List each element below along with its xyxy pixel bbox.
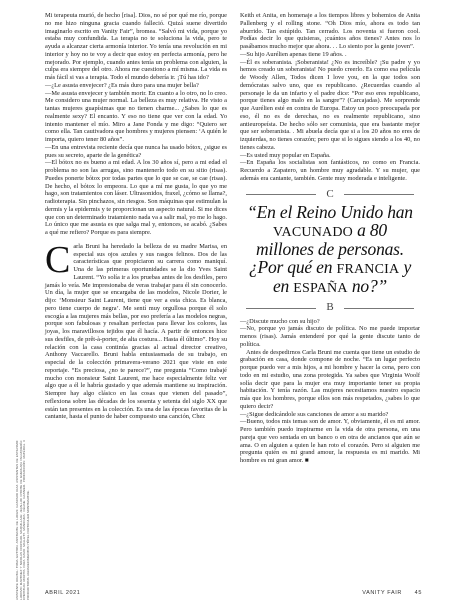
body-paragraph: Antes de despedirnos Carla Bruni me cuenta que tiene un estudio de grabación en casa, donde compone de noche. “Es un lugar perfecto porque puedo ver a mis hijos, a mi hombre y hacer la cena, pero con todo en mi estudio, una zona protegida. Ya sabes que Virginia Woolf solía decir que para la mujer era muy importante tener su propia habitación. Y tenía razón. Las mujeres necesitamos nuestro espacio más que los hombres, porque ellos son más respetados, ¿sabes lo que quiero decir? [240, 348, 420, 410]
body-paragraph: —Bueno, todos mis temas son de amor. Y, obviamente, él es mi amor. Pero también puedo inspirarme en la vida de otra persona, en una pareja que veo sentada en un banco o en otra de ancianos que aún se ama. O en alguien a quien le han roto el corazón. Pero si alguien me pregunta quién es mi grand amour, la respuesta es mi marido. Mi hombre es mi gran amor. ■ [240, 418, 420, 464]
interview-question: —Es usted muy popular en España. [240, 151, 331, 159]
interview-question: —¿Discute mucho con su hijo? [240, 317, 320, 325]
pull-quote-emphasis: FRANCIA [336, 261, 400, 277]
body-paragraph: Keith et Anita, en homenaje a los tiempos libres y bohemios de Anita Pallenberg y el rolling stone. “Oh Dios mío, ahora es todo tan aburrido. Tan estúpido. Tan cerrado. Los noventa si fueron cool. Podías decir lo que quisieras, ¡cuántos años tienes? Antes nos lo pasábamos mucho mejor que ahora. . . Lo siento por la gente joven”. [240, 12, 420, 50]
body-paragraph: —No, porque yo jamás discuto de política. No me puede importar menos (risas). Jamás entenderé por qué la gente discute tanto de política. [240, 325, 420, 348]
body-paragraph: —El bótox no es bueno a mi edad. A los 30 años sí, pero a mi edad el problema no son las arrugas, sino mantenerlo todo en su sitio (risas). Puedes ponerte bótox por todas partes que lo que se cae, se cae (risas). De hecho, el bótox lo empeora. Lo que a mí me gusta, lo que yo me hago, son tratamientos con láser. Ultrasonidos, fraxel, ¿cómo se llama?, radioterapia. Sin pinchazos, sin riesgos. Son máquinas que estimulan la dermis y la epidermis y te proporcionan un aspecto natural. Si me dices que con un determinado tratamiento nada va a salir mal, yo me lo hago. Lo único que me asusta es que salga mal y, entonces, se acabó. ¿Sabes a qué me refiero? Porque es para siempre. [45, 159, 227, 236]
right-column [240, 12, 420, 465]
body-paragraph: Mi terapeuta murió, de hecho [risa]. Dios, no sé por qué me río, porque no me hizo ninguna gracia cuando falleció. Quizá suene divertido imaginarlo escrito en Vanity Fair”, bromea. “Salvó mi vida, porque yo estaba muy confundida. La terapia no te soluciona la vida, pero te ayuda a alcanzar cierta armonía interior. Yo tenía una revolución en mi interior y hoy no te voy a decir que estoy en perfecta armonía, pero he mejorado. Por ejemplo, cuando antes tenía un problema con alguien, la culpa era siempre del otro. Ahora me cuestiono a mí misma. La vida es más fácil si vas a terapia. Todo el mundo debería ir. ¡Tú has ido? [45, 12, 227, 81]
drop-cap-letter: C [45, 238, 71, 281]
pull-quote-text: “En el Reino Unido han [247, 202, 413, 223]
photo-credits-text: ASISTENTE DIGITAL: TOMA GUTTON. ASISTENTE DE LUCES: GASPARD DIAZ. ASISTENTES DE ESTILISMO: LUDOVIC MARTINEZ Y NICOLAS COUTAUD. MAQUILLAJE: JEAN-LUC CHICHE DE GUERLAIN. PELUQUERÍA: CHRISTIAN ROUTTA PARA DAVID MALLETT. MANICURA: CÉLINE GASNIER. PRODUCCIÓN: MATERIAL 6 PRODUCTIONS. AGRADECIMIENTOS: HÔTEL PARTICULIER MONTMARTRE. [15, 440, 31, 600]
pull-quote-block [240, 187, 420, 313]
pull-quote-text: y en [272, 256, 412, 297]
pull-quote-emphasis: ESPAÑA [293, 281, 348, 297]
interview-question: —En una entrevista reciente decía que nunca ha usado bótox, ¿sigue es pues su secreto, aparte de la genética? [45, 143, 227, 159]
pull-quote-divider-top: C [240, 191, 420, 199]
interview-question: —¿Le asusta envejecer? ¿Es más duro para una mujer bella? [45, 81, 199, 89]
footer-date: ABRIL 2021 [45, 590, 81, 596]
body-paragraph: arla Bruni ha heredado la belleza de su madre Marisa, en especial sus ojos azules y sus rasgos felinos. Dos de las características que propiciaron su carrera como maniquí. Una de las primeras oportunidades se la dio Yves Saint Laurent. “Yo solía ir a los pruebas antes de los desfiles, pero jamás lo veía. Me impresionaba de veras trabajar para él sin conocerlo. Un día, la mujer que se encargaba de las modelos, Nicole Dorier, le dijo: ‘Monsieur Saint Laurent, tiene que ver a esta chica. Es blanca, pero tiene cuerpo de negra’. Me sentí muy orgullosa porque él solo escogía a las mujeres más bellas, por eso prefería a las modelos negras, porque son fabulosas y resaltan perfectas para llevar los colores, las joyas, los maravillosos tejidos que él hacía. A partir de entonces hice sus desfiles, de prêt-à-porter, de alta costura... Hasta él último”. Hoy su relación con la casa continúa gracias al actual director creativo, Anthony Vaccarello. Bruni habla entusiasmada de su trabajo, en especial de la colección primavera-verano 2021 que viste en este reportaje. “Es preciosa, ¿no te parece?”, me pregunta “Como trabajé mucho con monsieur Saint Laurent, me hace especialmente feliz ver algo que a él le habría gustado y que además mantiene su inspiración. Siempre hay algo clásico en las cosas que vienen del pasado”, reflexiona sobre las décadas de los sesenta y setenta del siglo XX que están tan presentes en la colección. Es una de las épocas favoritas de la cantante, hasta el punto de haber compuesto una canción, Chez [45, 242, 227, 421]
pull-quote-divider-bottom: B [240, 304, 420, 312]
interview-question: —¿Sigue dedicándole sus canciones de amor a su marido? [240, 410, 389, 418]
body-paragraph: —En España los socialistas son fantásticos, no como en Francia. Recuerdo a Zapatero, un hombre muy agradable. Y su mujer, que además era cantante, también. Gente muy moderada e inteligente. [240, 159, 420, 182]
body-paragraph: —Él es soberanista. ¡Soberanista! ¿No es increíble? ¡Su padre y yo hemos creado un soberanista! No puedo creerlo. Es como esa película de Woody Allen, Todos dicen I love you, en la que todos son demócratas salvo uno, que es republicano. ¿Recuerdas cuando al personaje le da un infarto y el padre dice: “Por eso eres republicano, porque tienes algo malo en la sangre”? (Carcajadas). Me sorprende que Aurélien esté en contra de Europa. Estoy un poco preocupada por eso, él no es de derechas, no es realmente republicano, sino antieuropeísta. De hecho sólo ser comunista, que era bastante mejor que ser soberanista. . Mi abuela decía que si a los 20 años no eres de izquierdas, no tienes corazón; pero que si lo sigues siendo a los 40, no tienes cabeza. [240, 58, 420, 151]
footer-magazine-page: VANITY FAIR 45 [362, 590, 422, 596]
pull-quote-text: no?” [351, 276, 388, 297]
dropcap-section [45, 238, 227, 421]
photo-credits [16, 440, 40, 600]
interview-question: —Su hijo Aurélien apenas tiene 19 años. . [240, 50, 347, 58]
body-paragraph: —Me asusta envejecer y también morir. En cuanto a lo otro, no lo creo. Me considero una mujer normal. La belleza es muy relativa. He visto a tantas mujeres guapísimas que no tienen charme... ¿Sabes lo que es realmente sexy? El encanto. Y eso no tiene que ver con la edad. Yo intento mantener el mío. Miro a Jane Fonda y me digo: “Quiero ser como ella. Tan cautivadora que hombres y mujeres piensen: ‘A quién le importa, quiero tener 80 años”. [45, 89, 227, 143]
left-column [45, 12, 227, 421]
pull-quote-text: a 80 millones de personas. ¿Por qué en [248, 219, 404, 277]
pull-quote [240, 204, 420, 298]
pull-quote-emphasis: VACUNADO [273, 224, 353, 240]
